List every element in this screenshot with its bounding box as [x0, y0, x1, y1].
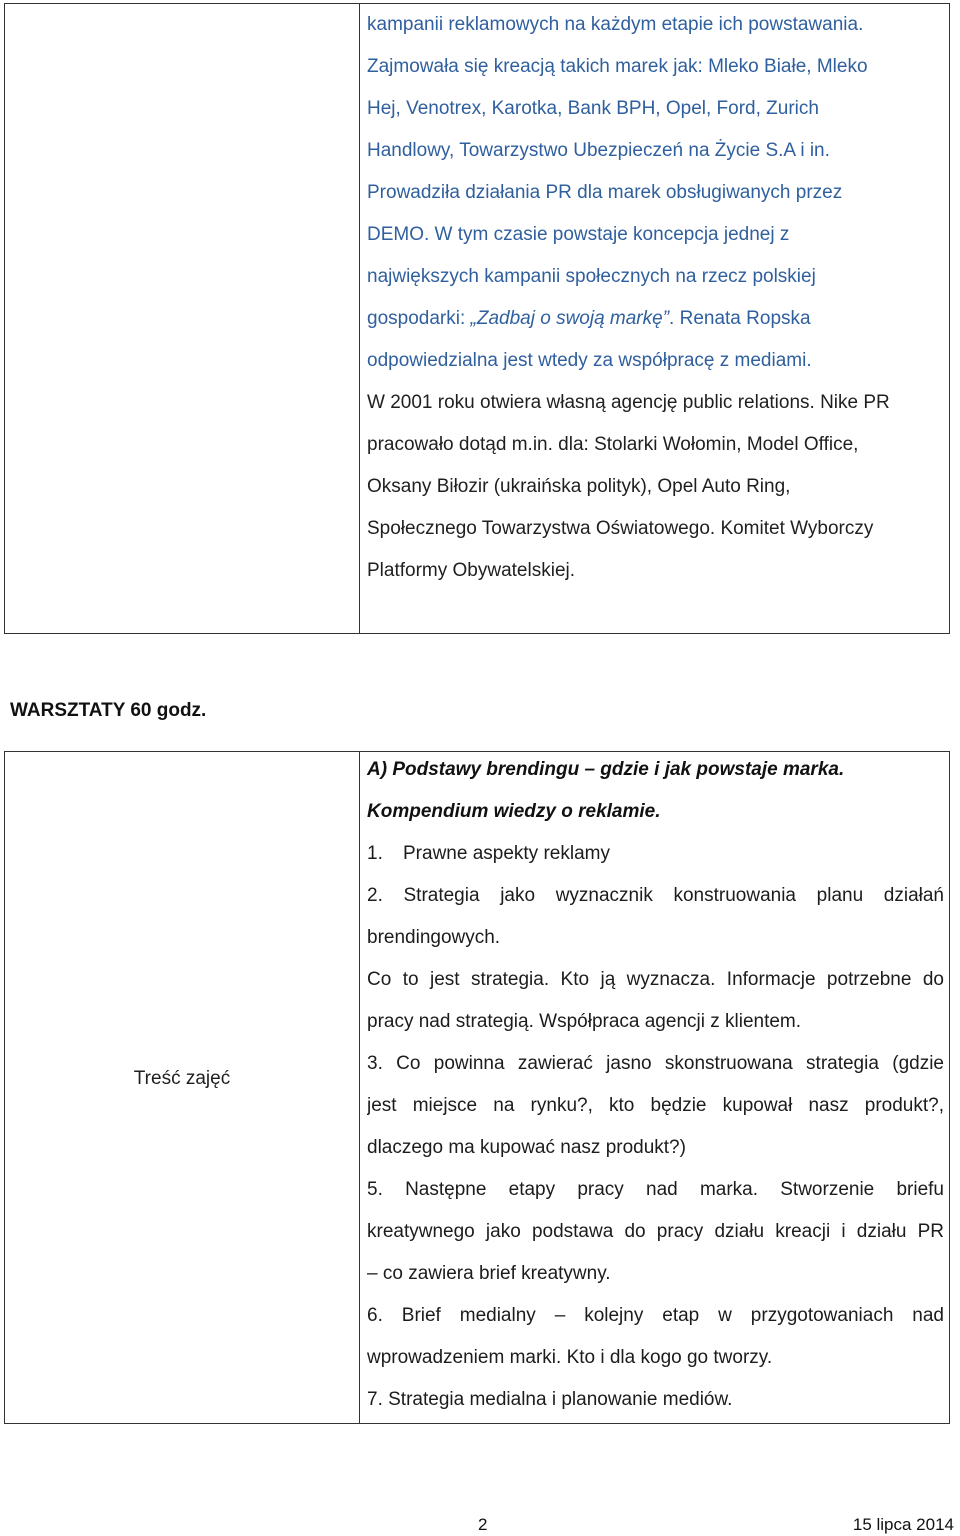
list-item-text: Prawne aspekty reklamy [403, 843, 610, 864]
list-item: 2. Strategia jako wyznacznik konstruowania planu działań [367, 885, 944, 906]
list-item: 5. Następne etapy pracy nad marka. Stworzenie briefu [367, 1179, 944, 1200]
bio-line: największych kampanii społecznych na rzecz polskiej [367, 266, 816, 287]
bio-line: DEMO. W tym czasie powstaje koncepcja jednej z [367, 224, 790, 245]
bio-text-span: . Renata Ropska [669, 308, 811, 329]
list-item-continued: wprowadzeniem marki. Kto i dla kogo go tworzy. [367, 1347, 773, 1368]
list-item: 7. Strategia medialna i planowanie mediów. [367, 1389, 733, 1410]
section-title: A) Podstawy brendingu – gdzie i jak powstaje marka. [367, 759, 845, 780]
bio-table [4, 3, 950, 634]
workshop-heading: WARSZTATY 60 godz. [10, 700, 207, 721]
section-subtitle: Kompendium wiedzy o reklamie. [367, 801, 661, 822]
list-item-continued: Co to jest strategia. Kto ją wyznacza. Informacje potrzebne do [367, 969, 944, 990]
list-number: 1. [367, 843, 383, 864]
list-item-continued: kreatywnego jako podstawa do pracy działu kreacji i działu PR [367, 1221, 944, 1242]
bio-line: Prowadziła działania PR dla marek obsługiwanych przez [367, 182, 843, 203]
campaign-name: „Zadbaj o swoją markę” [470, 308, 670, 329]
bio-line: pracowało dotąd m.in. dla: Stolarki Wołomin, Model Office, [367, 434, 859, 455]
list-item: 6. Brief medialny – kolejny etap w przygotowaniach nad [367, 1305, 944, 1326]
bio-line [367, 298, 947, 340]
bio-line: kampanii reklamowych na każdym etapie ich powstawania. [367, 14, 864, 35]
bio-line: W 2001 roku otwiera własną agencję public relations. Nike PR [367, 392, 890, 413]
workshop-table [4, 751, 950, 1424]
workshop-content [367, 749, 944, 1421]
list-item-continued: jest miejsce na rynku?, kto będzie kupował nasz produkt?, [367, 1095, 944, 1116]
column-divider [359, 752, 360, 1423]
list-item [367, 833, 944, 875]
bio-text-span: gospodarki: [367, 308, 471, 329]
page-number: 2 [478, 1515, 488, 1534]
list-item-continued: brendingowych. [367, 927, 501, 948]
bio-line: Handlowy, Towarzystwo Ubezpieczeń na Życie S.A i in. [367, 140, 830, 161]
list-item-continued: – co zawiera brief kreatywny. [367, 1263, 611, 1284]
list-item: 3. Co powinna zawierać jasno skonstruowana strategia (gdzie [367, 1053, 944, 1074]
bio-line: Hej, Venotrex, Karotka, Bank BPH, Opel, Ford, Zurich [367, 98, 819, 119]
footer-date: 15 lipca 2014 [852, 1515, 954, 1534]
bio-line: Oksany Biłozir (ukraińska polityk), Opel Auto Ring, [367, 476, 791, 497]
bio-text [367, 4, 947, 592]
list-item-continued: pracy nad strategią. Współpraca agencji z klientem. [367, 1011, 802, 1032]
column-divider [359, 4, 360, 633]
list-item-continued: dlaczego ma kupować nasz produkt?) [367, 1137, 686, 1158]
bio-line: Platformy Obywatelskiej. [367, 560, 576, 581]
bio-line: Zajmowała się kreacją takich marek jak: Mleko Białe, Mleko [367, 56, 868, 77]
bio-line: odpowiedzialna jest wtedy za współpracę z mediami. [367, 350, 812, 371]
row-label: Treść zajęć [133, 1068, 231, 1089]
bio-line: Społecznego Towarzystwa Oświatowego. Komitet Wyborczy [367, 518, 874, 539]
campaign-name-text: Zadbaj o swoją markę [476, 308, 663, 329]
